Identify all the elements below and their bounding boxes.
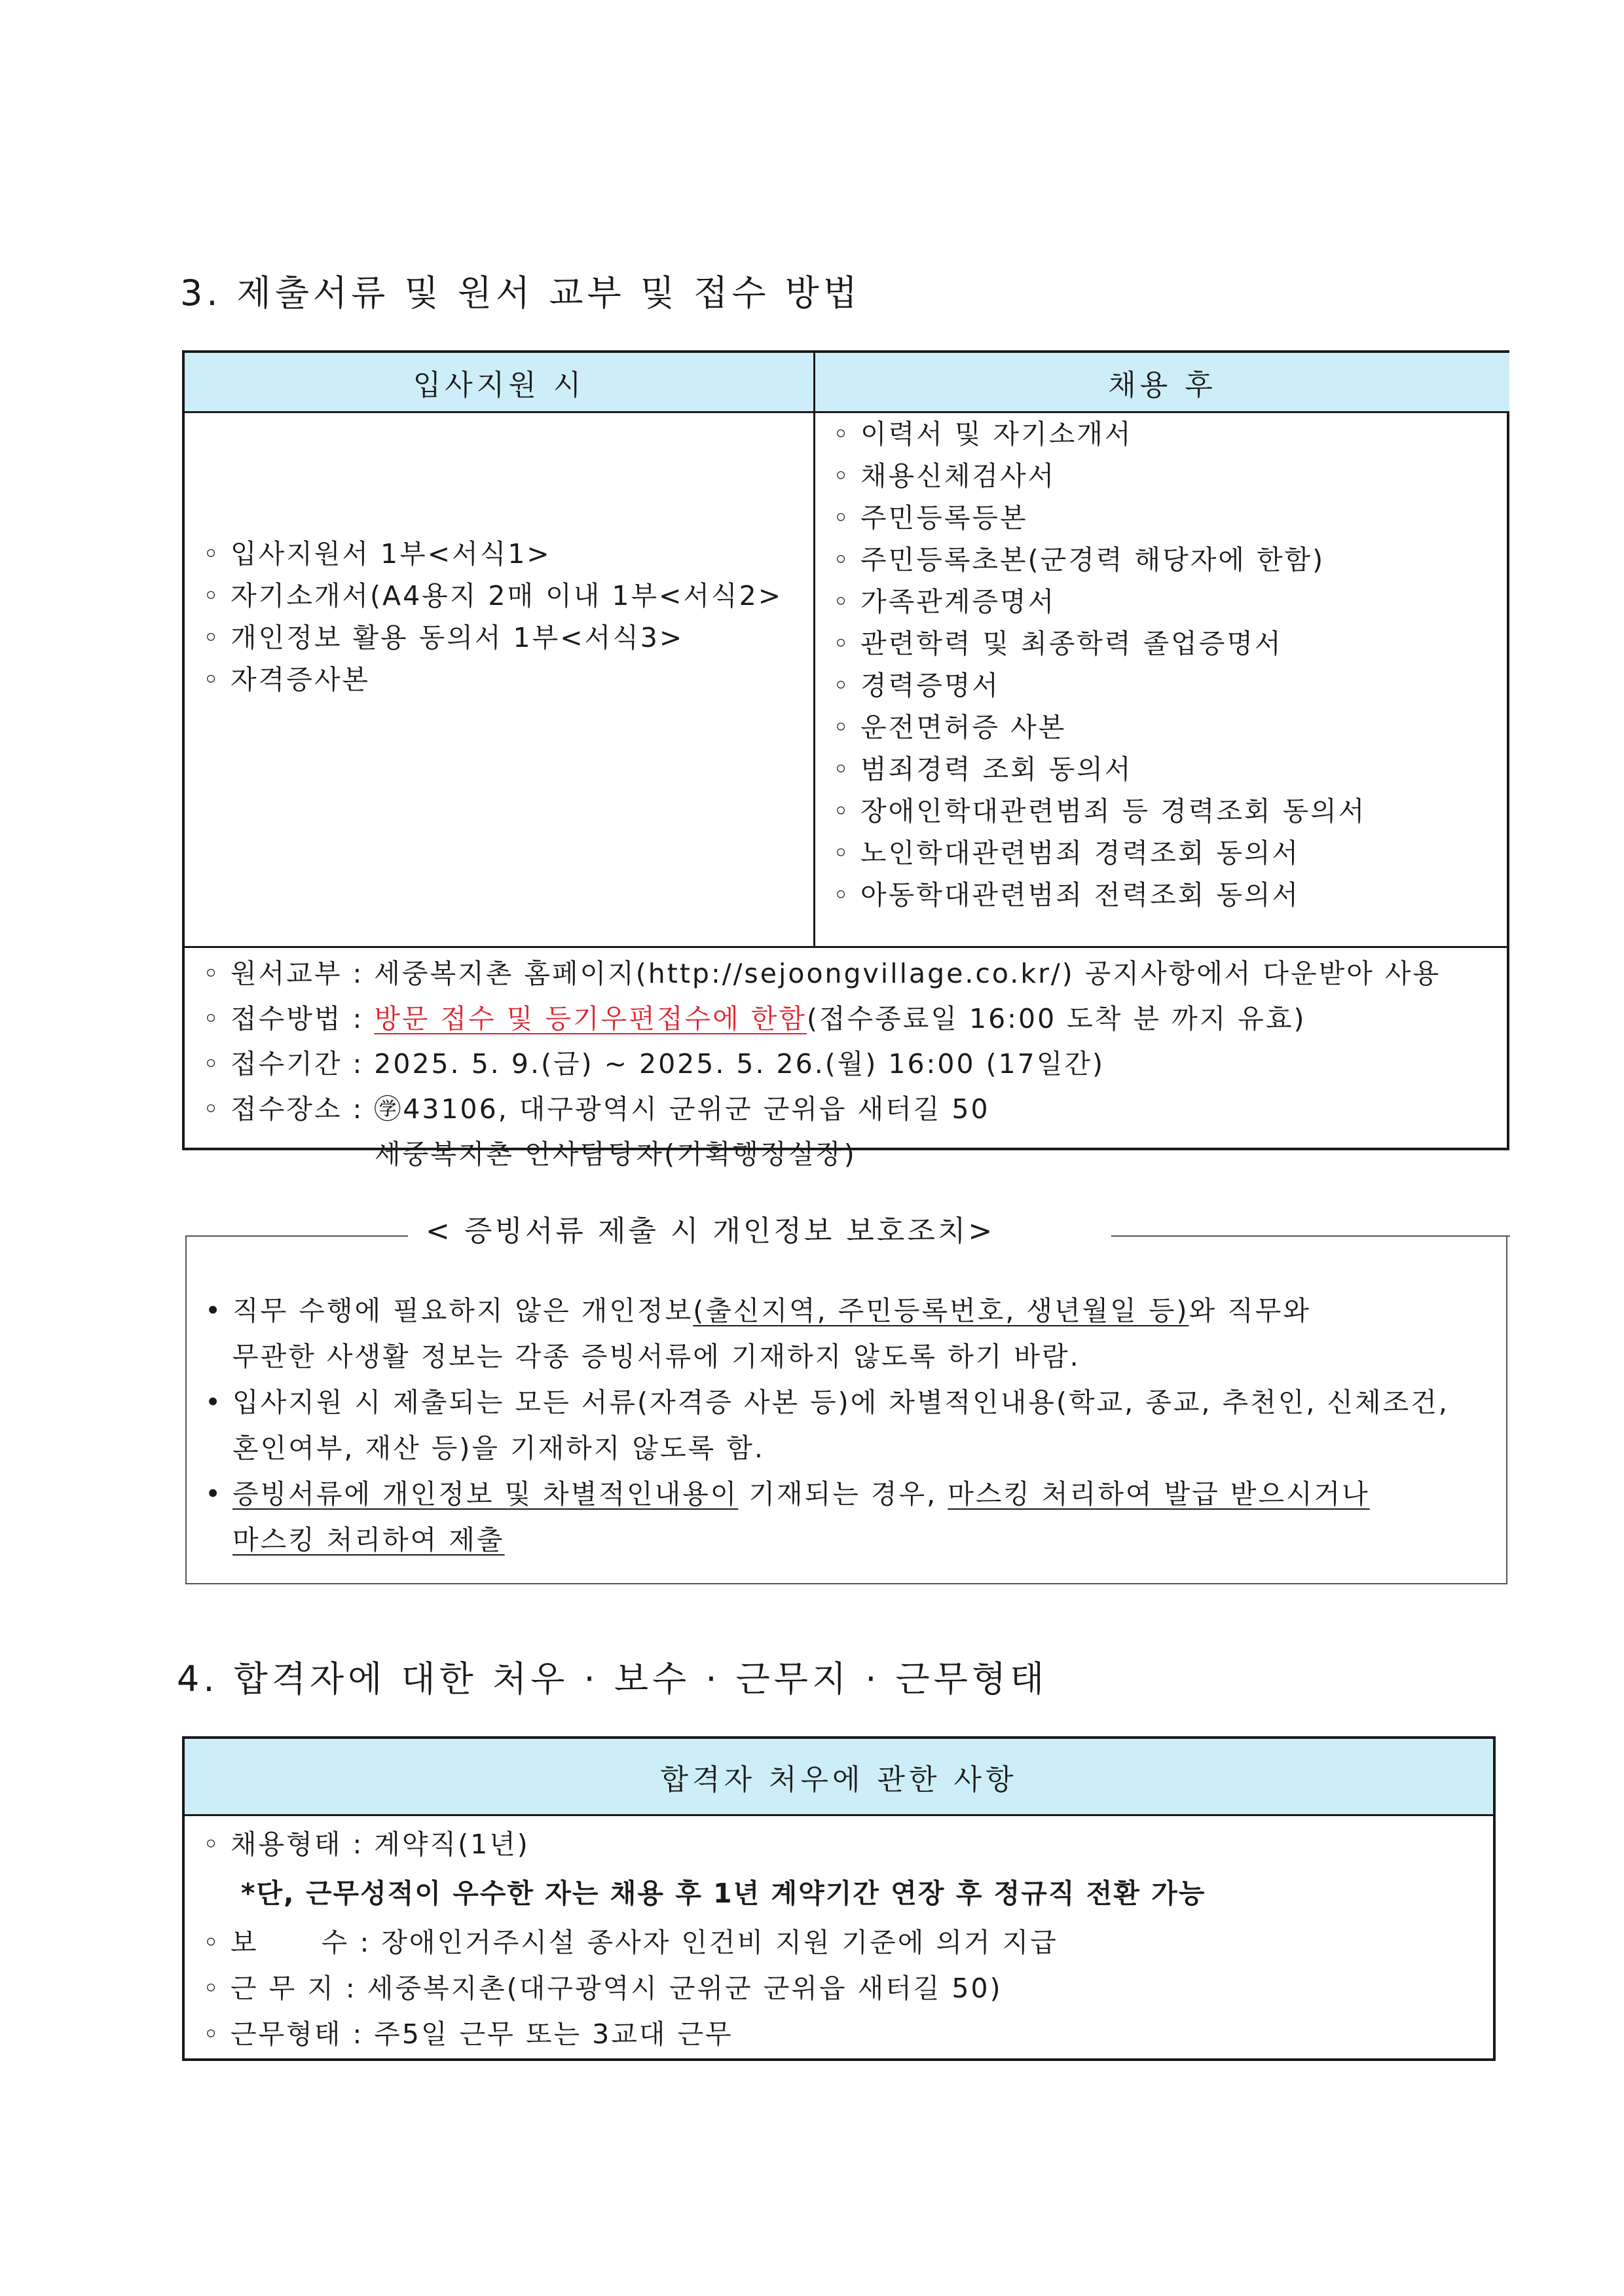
list-item: ◦ 노인학대관련범죄 경력조회 동의서 [833, 837, 1301, 869]
treatment-table-header: 합격자 처우에 관한 사항 [185, 1739, 1493, 1816]
privacy-title: < 증빙서류 제출 시 개인정보 보호조치> [426, 1214, 995, 1248]
work-form: ◦ 근무형태 : 주5일 근무 또는 3교대 근무 [203, 2018, 733, 2050]
place-info: ◦ 접수장소 : ㊫43106, 대구광역시 군위군 군위읍 새터길 50 [203, 1093, 990, 1125]
privacy-bullet-3: • 증빙서류에 개인정보 및 차별적인내용이 기재되는 경우, 마스킹 처리하여 발급 받으시거나 [205, 1478, 1370, 1510]
list-item: ◦ 운전면허증 사본 [833, 712, 1067, 743]
method-info: ◦ 접수방법 : 방문 접수 및 등기우편접수에 한함(접수종료일 16:00 도착 분 까지 유효) [203, 1003, 1306, 1034]
col2-list [833, 413, 1366, 916]
salary: ◦ 보 수 : 장애인거주시설 종사자 인건비 지원 기준에 의거 지급 [203, 1927, 1058, 1958]
place-info-line2: 세중복지촌 인사담당자(기획행정실장) [375, 1139, 857, 1170]
list-item: ◦ 채용신체검사서 [833, 460, 1056, 492]
list-item: ◦ 주민등록등본 [833, 502, 1028, 534]
col1-list [203, 533, 783, 701]
list-item: ◦ 아동학대관련범죄 전력조회 동의서 [833, 879, 1301, 911]
list-item: ◦ 범죄경력 조회 동의서 [833, 754, 1133, 785]
list-item: ◦ 자격증사본 [203, 664, 371, 695]
list-item: ◦ 경력증명서 [833, 670, 1001, 701]
col1-header: 입사지원 시 [185, 353, 813, 413]
privacy-list [205, 1288, 1449, 1563]
col2-header: 채용 후 [813, 353, 1509, 413]
column-divider [813, 413, 815, 946]
section4-heading: 4. 합격자에 대한 처우 · 보수 · 근무지 · 근무형태 [177, 1658, 1048, 1700]
list-item: ◦ 자기소개서(A4용지 2매 이내 1부<서식2> [203, 580, 783, 611]
privacy-bullet-1-line2: 무관한 사생활 정보는 각종 증빙서류에 기재하지 않도록 하기 바람. [232, 1341, 1080, 1372]
privacy-top-line-right [1111, 1235, 1510, 1237]
list-item: ◦ 장애인학대관련범죄 등 경력조회 동의서 [833, 795, 1367, 827]
privacy-top-line-left [185, 1235, 408, 1237]
privacy-bullet-2: • 입사지원 시 제출되는 모든 서류(자격증 사본 등)에 차별적인내용(학교, 종교, 추천인, 신체조건, [205, 1387, 1449, 1418]
section3-heading: 3. 제출서류 및 원서 교부 및 접수 방법 [180, 272, 861, 314]
list-item: ◦ 개인정보 활용 동의서 1부<서식3> [203, 622, 684, 653]
privacy-bullet-1: • 직무 수행에 필요하지 않은 개인정보(출신지역, 주민등록번호, 생년월일 등)와 직무와 [205, 1295, 1311, 1326]
period-info: ◦ 접수기간 : 2025. 5. 9.(금) ~ 2025. 5. 26.(월) 16:00 (17일간) [203, 1048, 1105, 1080]
privacy-box [185, 1214, 1507, 1584]
treatment-list [203, 1821, 1206, 2057]
info-divider [185, 946, 1507, 948]
employment-type: ◦ 채용형태 : 계약직(1년) [203, 1829, 530, 1860]
employment-note: *단, 근무성적이 우수한 자는 채용 후 1년 계약기간 연장 후 정규직 전환 가능 [241, 1878, 1206, 1909]
privacy-bullet-2-line2: 혼인여부, 재산 등)을 기재하지 않도록 함. [232, 1432, 765, 1464]
list-item: ◦ 이력서 및 자기소개서 [833, 418, 1133, 450]
treatment-table [182, 1736, 1496, 2061]
workplace: ◦ 근 무 지 : 세중복지촌(대구광역시 군위군 군위읍 새터길 50) [203, 1973, 1003, 2004]
info-list [203, 951, 1441, 1177]
list-item: ◦ 관련학력 및 최종학력 졸업증명서 [833, 628, 1283, 659]
distribution-info: ◦ 원서교부 : 세중복지촌 홈페이지(http://sejoongvillage.co.kr/) 공지사항에서 다운받아 사용 [203, 958, 1441, 989]
privacy-bullet-3-line2: 마스킹 처리하여 제출 [232, 1524, 505, 1556]
documents-table [182, 350, 1509, 1170]
list-item: ◦ 입사지원서 1부<서식1> [203, 538, 551, 570]
list-item: ◦ 주민등록초본(군경력 해당자에 한함) [833, 544, 1325, 575]
list-item: ◦ 가족관계증명서 [833, 586, 1056, 617]
